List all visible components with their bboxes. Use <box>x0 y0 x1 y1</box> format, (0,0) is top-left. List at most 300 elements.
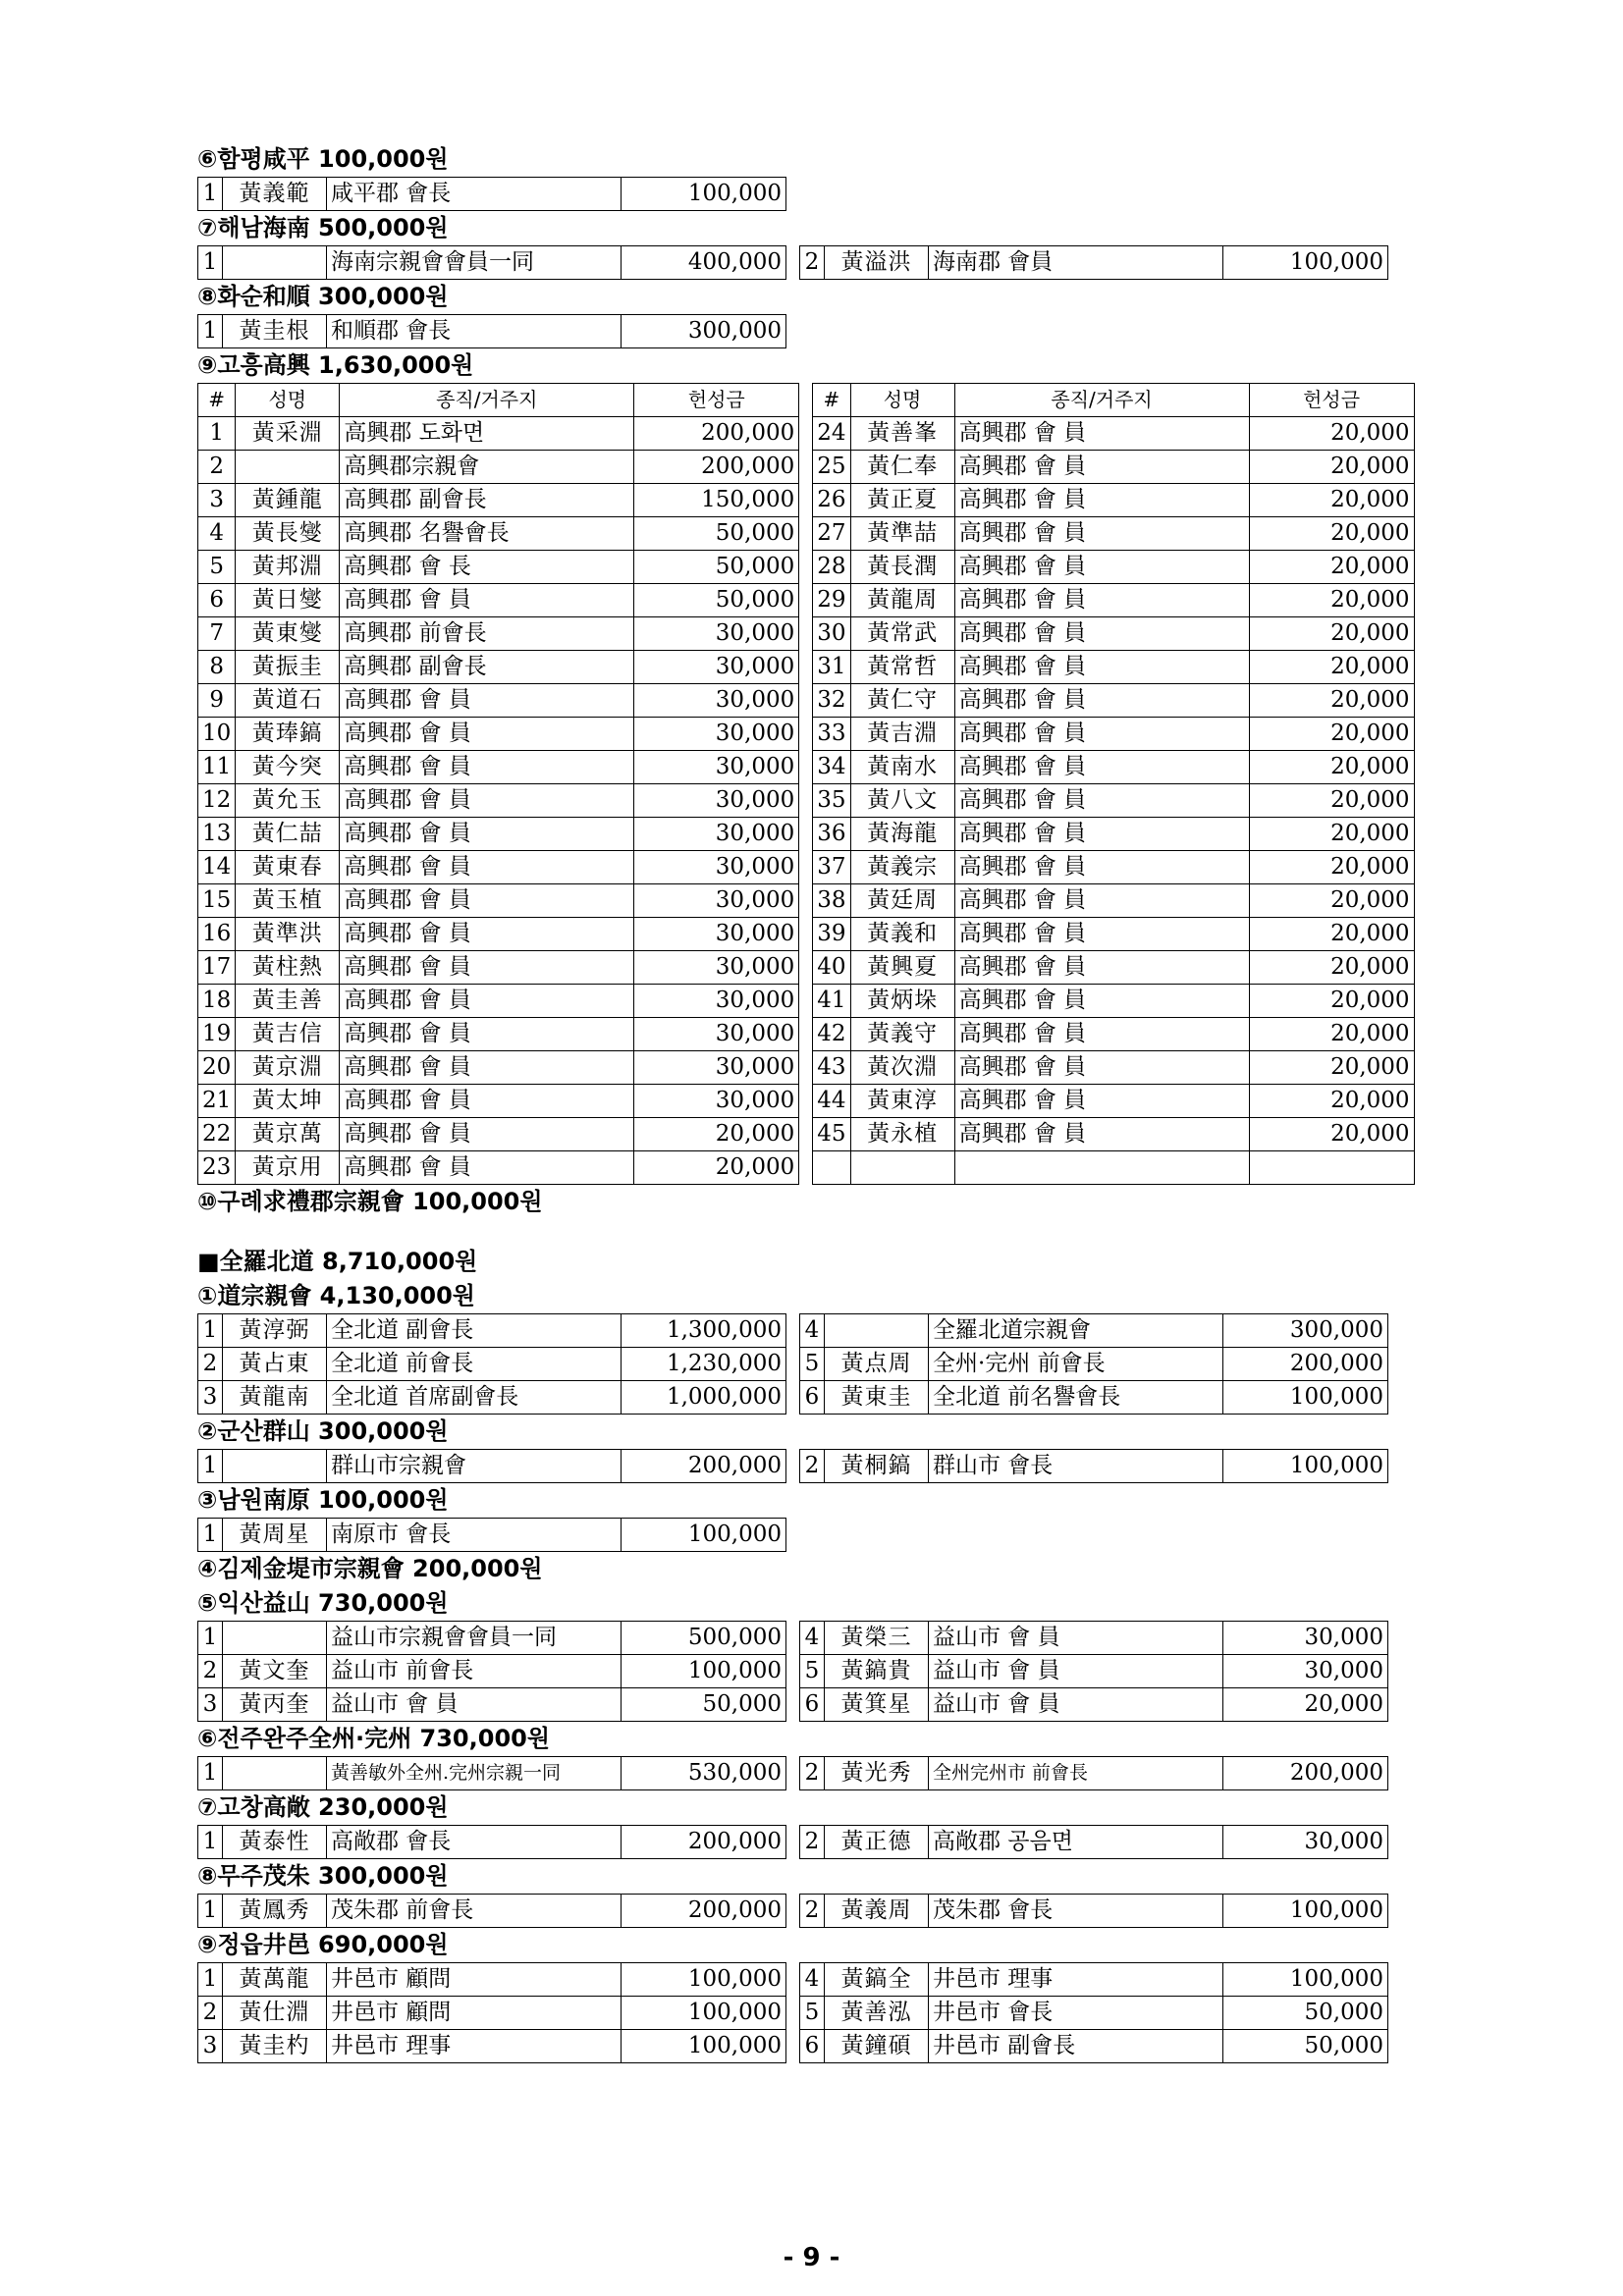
entry-number: 2 <box>198 1655 223 1688</box>
donor-position: 高興郡 會 員 <box>340 1051 634 1085</box>
donor-position: 高興郡 會 員 <box>340 718 634 751</box>
entry-number: 10 <box>198 718 236 751</box>
donation-amount: 30,000 <box>634 651 799 684</box>
table-row <box>198 751 1415 784</box>
entry-number: 2 <box>800 246 825 280</box>
donation-amount: 100,000 <box>1223 1895 1388 1928</box>
table-row <box>198 1118 1415 1151</box>
donation-amount: 20,000 <box>1249 784 1414 818</box>
entry-number: 38 <box>813 884 850 918</box>
donor-position: 高興郡 會 員 <box>340 1018 634 1051</box>
donor-name: 黃鍾龍 <box>236 484 340 517</box>
table-row <box>198 484 1415 517</box>
donor-name <box>236 451 340 484</box>
donation-amount: 30,000 <box>634 1018 799 1051</box>
donor-position: 益山市 會 員 <box>929 1688 1223 1722</box>
table-header-row <box>198 384 1415 417</box>
donor-position: 海南宗親會會員一同 <box>327 246 622 280</box>
entry-number: 1 <box>198 1622 223 1655</box>
donation-amount: 20,000 <box>1249 517 1414 551</box>
entry-number: 1 <box>198 417 236 451</box>
donor-name <box>223 246 327 280</box>
entry-number: 18 <box>198 985 236 1018</box>
column-separator <box>799 1085 813 1118</box>
donor-position: 群山市宗親會 <box>327 1450 622 1483</box>
column-separator <box>799 1118 813 1151</box>
entry-number: 1 <box>198 1963 223 1997</box>
column-separator <box>799 718 813 751</box>
donor-name: 黃仕淵 <box>223 1997 327 2030</box>
donation-amount: 20,000 <box>1249 551 1414 584</box>
donor-name: 黃淳弼 <box>223 1314 327 1348</box>
donor-position: 高興郡 會 員 <box>954 684 1249 718</box>
table-row <box>198 517 1415 551</box>
column-separator <box>799 851 813 884</box>
entry-number: 3 <box>198 1688 223 1722</box>
entry-number: 19 <box>198 1018 236 1051</box>
table-row <box>198 985 1415 1018</box>
donor-position: 高興郡 會 員 <box>340 1085 634 1118</box>
donor-position: 群山市 會長 <box>929 1450 1223 1483</box>
table-row <box>198 718 1415 751</box>
column-separator <box>799 784 813 818</box>
section-heading: ①道宗親會 4,130,000원 <box>197 1282 475 1309</box>
entry-number: 2 <box>800 1450 825 1483</box>
entry-number: 1 <box>198 315 223 348</box>
table-row <box>198 451 1415 484</box>
donor-position: 全北道 首席副會長 <box>327 1381 622 1415</box>
donation-amount: 100,000 <box>622 1519 786 1552</box>
entry-number: 4 <box>198 517 236 551</box>
table-row <box>198 315 786 348</box>
donor-position: 黃善敏外全州.完州宗親一同 <box>327 1757 622 1790</box>
donor-position: 井邑市 副會長 <box>929 2030 1223 2063</box>
entry-number: 6 <box>800 1688 825 1722</box>
column-separator <box>799 1151 813 1185</box>
table-row <box>198 1348 1388 1381</box>
donation-amount: 30,000 <box>634 884 799 918</box>
donation-amount: 100,000 <box>1223 1450 1388 1483</box>
donor-name: 黃龍周 <box>850 584 954 617</box>
donor-position: 咸平郡 會長 <box>327 178 622 211</box>
donation-amount: 30,000 <box>634 1051 799 1085</box>
donor-name: 黃振圭 <box>236 651 340 684</box>
donation-amount: 30,000 <box>634 784 799 818</box>
entry-number: 17 <box>198 951 236 985</box>
donor-name <box>223 1757 327 1790</box>
entry-number: 26 <box>813 484 850 517</box>
table-row <box>198 417 1415 451</box>
donation-amount: 20,000 <box>1249 1118 1414 1151</box>
donor-position: 茂朱郡 會長 <box>929 1895 1223 1928</box>
donation-amount: 20,000 <box>1249 684 1414 718</box>
donation-table <box>197 245 1388 280</box>
donor-name: 黃準洪 <box>236 918 340 951</box>
donor-name: 黃周星 <box>223 1519 327 1552</box>
entry-number: 1 <box>198 246 223 280</box>
donation-amount: 20,000 <box>1249 851 1414 884</box>
donation-amount: 300,000 <box>622 315 786 348</box>
table-row <box>198 784 1415 818</box>
entry-number: 5 <box>800 1655 825 1688</box>
donation-amount: 30,000 <box>634 617 799 651</box>
donation-table <box>197 1756 1388 1790</box>
donor-position: 高興郡 會 員 <box>954 1018 1249 1051</box>
entry-number: 6 <box>198 584 236 617</box>
donor-position: 高興郡 會 員 <box>954 818 1249 851</box>
donor-name: 黃東圭 <box>825 1381 929 1415</box>
entry-number: 2 <box>198 1348 223 1381</box>
table-row <box>198 1314 1388 1348</box>
donor-position: 종직/거주지 <box>954 384 1249 417</box>
table-row <box>198 1151 1415 1185</box>
table-row <box>198 1895 1388 1928</box>
donor-position: 全北道 副會長 <box>327 1314 622 1348</box>
entry-number: 8 <box>198 651 236 684</box>
entry-number: 16 <box>198 918 236 951</box>
donor-position: 高興郡 會 員 <box>954 985 1249 1018</box>
donor-position: 益山市 前會長 <box>327 1655 622 1688</box>
donation-amount: 30,000 <box>634 951 799 985</box>
donation-amount: 200,000 <box>634 451 799 484</box>
entry-number: 15 <box>198 884 236 918</box>
donor-position: 종직/거주지 <box>340 384 634 417</box>
donor-name: 黃仁喆 <box>236 818 340 851</box>
donation-amount: 헌성금 <box>1249 384 1414 417</box>
entry-number: 39 <box>813 918 850 951</box>
donation-amount: 20,000 <box>1249 1018 1414 1051</box>
table-row <box>198 851 1415 884</box>
donation-amount: 100,000 <box>1223 1963 1388 1997</box>
donor-name: 黃仁奉 <box>850 451 954 484</box>
donor-position: 高興郡 會 員 <box>954 851 1249 884</box>
donor-name: 黃廷周 <box>850 884 954 918</box>
column-separator <box>786 1757 800 1790</box>
entry-number: 36 <box>813 818 850 851</box>
donor-name <box>850 1151 954 1185</box>
column-separator <box>799 884 813 918</box>
donation-amount: 150,000 <box>634 484 799 517</box>
entry-number: 1 <box>198 1450 223 1483</box>
donor-name: 黃丙奎 <box>223 1688 327 1722</box>
entry-number: 2 <box>800 1757 825 1790</box>
donor-name: 黃海龍 <box>850 818 954 851</box>
donor-name: 黃八文 <box>850 784 954 818</box>
donor-name: 黃京用 <box>236 1151 340 1185</box>
donor-name: 黃玉植 <box>236 884 340 918</box>
column-separator <box>799 751 813 784</box>
column-separator <box>799 584 813 617</box>
donor-position: 高興郡 會 員 <box>340 684 634 718</box>
donor-position: 高興郡 會 員 <box>340 884 634 918</box>
donor-position <box>954 1151 1249 1185</box>
section-heading: ⑩구례求禮郡宗親會 100,000원 <box>197 1188 543 1215</box>
entry-number: 31 <box>813 651 850 684</box>
entry-number: 37 <box>813 851 850 884</box>
entry-number: 35 <box>813 784 850 818</box>
donor-position: 高興郡 會 員 <box>954 784 1249 818</box>
donor-name: 黃炳垛 <box>850 985 954 1018</box>
donor-name: 黃允玉 <box>236 784 340 818</box>
donation-amount: 200,000 <box>1223 1757 1388 1790</box>
table-row <box>198 951 1415 985</box>
entry-number: 1 <box>198 1314 223 1348</box>
donor-position: 高興郡 前會長 <box>340 617 634 651</box>
donor-position: 益山市 會 員 <box>929 1622 1223 1655</box>
entry-number: 32 <box>813 684 850 718</box>
donor-name: 黃日燮 <box>236 584 340 617</box>
section-heading: ⑨고흥高興 1,630,000원 <box>197 351 474 379</box>
entry-number: 21 <box>198 1085 236 1118</box>
table-row <box>198 246 1388 280</box>
donor-position: 高興郡 會 員 <box>954 451 1249 484</box>
donor-name: 黃鎬全 <box>825 1963 929 1997</box>
table-row <box>198 1826 1388 1859</box>
section-heading: ⑧화순和順 300,000원 <box>197 283 449 310</box>
donor-name: 黃東燮 <box>236 617 340 651</box>
donation-amount: 20,000 <box>1249 818 1414 851</box>
section-heading: ⑤익산益山 730,000원 <box>197 1589 449 1617</box>
donor-name: 黃圭杓 <box>223 2030 327 2063</box>
donor-name: 黃義和 <box>850 918 954 951</box>
donation-amount: 30,000 <box>1223 1622 1388 1655</box>
donation-amount: 30,000 <box>1223 1826 1388 1859</box>
entry-number: 4 <box>800 1963 825 1997</box>
donation-amount: 50,000 <box>634 551 799 584</box>
entry-number: 42 <box>813 1018 850 1051</box>
donor-position: 高興郡 會 員 <box>340 985 634 1018</box>
donor-position: 高興郡 會 員 <box>954 617 1249 651</box>
donor-name: 黃善峯 <box>850 417 954 451</box>
donation-amount: 500,000 <box>622 1622 786 1655</box>
page-number: - 9 - <box>783 2243 840 2272</box>
donor-position: 高興郡 副會長 <box>340 484 634 517</box>
entry-number <box>813 1151 850 1185</box>
donor-name <box>223 1450 327 1483</box>
donation-amount: 20,000 <box>1249 1051 1414 1085</box>
donor-position: 益山市 會 員 <box>327 1688 622 1722</box>
column-separator <box>786 1895 800 1928</box>
donor-name: 黃今突 <box>236 751 340 784</box>
donation-amount: 200,000 <box>622 1826 786 1859</box>
donation-amount: 20,000 <box>634 1118 799 1151</box>
donation-amount: 1,230,000 <box>622 1348 786 1381</box>
donation-amount: 50,000 <box>634 517 799 551</box>
donor-position: 益山市 會 員 <box>929 1655 1223 1688</box>
column-separator <box>799 985 813 1018</box>
donation-amount: 1,000,000 <box>622 1381 786 1415</box>
entry-number: 13 <box>198 818 236 851</box>
donation-amount: 20,000 <box>1249 985 1414 1018</box>
table-row <box>198 1655 1388 1688</box>
entry-number: 5 <box>800 1997 825 2030</box>
donor-position: 高興郡 會 員 <box>340 1118 634 1151</box>
section-heading: ■全羅北道 8,710,000원 <box>197 1248 478 1275</box>
donor-name: 黃泰性 <box>223 1826 327 1859</box>
column-separator <box>786 1348 800 1381</box>
donor-position: 高興郡 會 員 <box>954 551 1249 584</box>
entry-number: 33 <box>813 718 850 751</box>
donor-name: 黃溢洪 <box>825 246 929 280</box>
donation-amount: 100,000 <box>1223 246 1388 280</box>
section-heading: ③남원南原 100,000원 <box>197 1486 449 1514</box>
donor-position: 高興郡 會 員 <box>340 584 634 617</box>
table-row <box>198 1085 1415 1118</box>
donor-position: 高興郡 會 員 <box>954 1085 1249 1118</box>
donor-position: 全北道 前名譽會長 <box>929 1381 1223 1415</box>
donation-amount <box>1249 1151 1414 1185</box>
donor-name: 黃京萬 <box>236 1118 340 1151</box>
donation-amount: 300,000 <box>1223 1314 1388 1348</box>
entry-number: 28 <box>813 551 850 584</box>
donation-amount: 50,000 <box>1223 2030 1388 2063</box>
donation-amount: 530,000 <box>622 1757 786 1790</box>
donor-position: 井邑市 會長 <box>929 1997 1223 2030</box>
donation-amount: 20,000 <box>1249 617 1414 651</box>
section-heading: ⑨정읍井邑 690,000원 <box>197 1931 449 1958</box>
column-separator <box>799 417 813 451</box>
donor-name: 黃仁守 <box>850 684 954 718</box>
donor-name: 黃点周 <box>825 1348 929 1381</box>
donation-table <box>197 383 1415 1185</box>
donation-table <box>197 1825 1388 1859</box>
donor-name: 黃箕星 <box>825 1688 929 1722</box>
donation-amount: 30,000 <box>634 918 799 951</box>
table-row <box>198 584 1415 617</box>
donor-name <box>825 1314 929 1348</box>
table-row <box>198 1688 1388 1722</box>
column-separator <box>786 1655 800 1688</box>
donor-name: 黃常哲 <box>850 651 954 684</box>
donor-position: 高興郡 名譽會長 <box>340 517 634 551</box>
table-row <box>198 2030 1388 2063</box>
donor-position: 高興郡 會 員 <box>954 484 1249 517</box>
column-separator <box>786 1314 800 1348</box>
donor-name: 黃吉淵 <box>850 718 954 751</box>
donation-amount: 50,000 <box>1223 1997 1388 2030</box>
entry-number: 43 <box>813 1051 850 1085</box>
donor-position: 高敞郡 공음면 <box>929 1826 1223 1859</box>
table-row <box>198 918 1415 951</box>
donor-position: 高興郡 會 員 <box>954 751 1249 784</box>
column-separator <box>786 1826 800 1859</box>
donor-name: 黃琫鎬 <box>236 718 340 751</box>
donor-name: 黃義範 <box>223 178 327 211</box>
entry-number: 20 <box>198 1051 236 1085</box>
donation-table <box>197 1518 786 1552</box>
donor-name: 黃東春 <box>236 851 340 884</box>
donor-name: 黃京淵 <box>236 1051 340 1085</box>
donor-position: 益山市宗親會會員一同 <box>327 1622 622 1655</box>
donor-position: 高興郡 會 員 <box>954 584 1249 617</box>
column-separator <box>799 1018 813 1051</box>
donor-name: 黃南水 <box>850 751 954 784</box>
donor-name: 黃義周 <box>825 1895 929 1928</box>
donor-name: 黃占東 <box>223 1348 327 1381</box>
donation-amount: 20,000 <box>634 1151 799 1185</box>
entry-number: 29 <box>813 584 850 617</box>
section-heading: ⑦고창高敞 230,000원 <box>197 1793 449 1821</box>
donation-amount: 30,000 <box>1223 1655 1388 1688</box>
donation-amount: 20,000 <box>1249 751 1414 784</box>
donor-position: 高興郡 會 員 <box>340 851 634 884</box>
entry-number: 5 <box>198 551 236 584</box>
donation-amount: 30,000 <box>634 818 799 851</box>
donation-amount: 100,000 <box>1223 1381 1388 1415</box>
table-row <box>198 651 1415 684</box>
donor-position: 高興郡 도화면 <box>340 417 634 451</box>
entry-number: 45 <box>813 1118 850 1151</box>
column-separator <box>799 684 813 718</box>
donor-position: 高興郡 會 員 <box>340 1151 634 1185</box>
entry-number: 1 <box>198 1519 223 1552</box>
entry-number: 5 <box>800 1348 825 1381</box>
donor-position: 高興郡 會 員 <box>954 517 1249 551</box>
table-row <box>198 1051 1415 1085</box>
donor-position: 高興郡 會 員 <box>340 784 634 818</box>
donor-name: 黃吉信 <box>236 1018 340 1051</box>
donor-name: 黃準喆 <box>850 517 954 551</box>
donation-amount: 100,000 <box>622 2030 786 2063</box>
donation-amount: 20,000 <box>1249 451 1414 484</box>
donor-name: 黃文奎 <box>223 1655 327 1688</box>
donation-amount: 200,000 <box>1223 1348 1388 1381</box>
column-separator <box>786 1997 800 2030</box>
donor-position: 高興郡 會 員 <box>954 1051 1249 1085</box>
donation-table <box>197 177 786 211</box>
donation-table <box>197 1313 1388 1415</box>
donor-name: 黃圭根 <box>223 315 327 348</box>
entry-number: 1 <box>198 178 223 211</box>
donor-name: 黃長燮 <box>236 517 340 551</box>
table-row <box>198 551 1415 584</box>
table-row <box>198 818 1415 851</box>
table-row <box>198 1381 1388 1415</box>
donor-position: 高興郡 會 員 <box>954 718 1249 751</box>
table-row <box>198 1622 1388 1655</box>
donor-position: 和順郡 會長 <box>327 315 622 348</box>
entry-number: # <box>198 384 236 417</box>
table-row <box>198 1997 1388 2030</box>
donor-name: 黃鐘碩 <box>825 2030 929 2063</box>
column-separator <box>786 1622 800 1655</box>
entry-number: 27 <box>813 517 850 551</box>
donor-name: 黃龍南 <box>223 1381 327 1415</box>
donation-table <box>197 1621 1388 1722</box>
donor-name: 黃興夏 <box>850 951 954 985</box>
donation-amount: 30,000 <box>634 718 799 751</box>
donor-name: 黃鎬貴 <box>825 1655 929 1688</box>
donor-position: 高興郡 會 員 <box>954 1118 1249 1151</box>
donation-amount: 30,000 <box>634 985 799 1018</box>
donation-amount: 20,000 <box>1249 918 1414 951</box>
donor-position: 高興郡 會 員 <box>340 818 634 851</box>
document-body <box>197 142 1474 2063</box>
donation-amount: 50,000 <box>634 584 799 617</box>
table-row <box>198 178 786 211</box>
column-separator <box>799 484 813 517</box>
entry-number: 9 <box>198 684 236 718</box>
table-row <box>198 1018 1415 1051</box>
donation-amount: 30,000 <box>634 1085 799 1118</box>
column-separator <box>799 651 813 684</box>
donor-position: 高興郡 副會長 <box>340 651 634 684</box>
donor-position: 全北道 前會長 <box>327 1348 622 1381</box>
entry-number: 25 <box>813 451 850 484</box>
donor-name: 黃圭善 <box>236 985 340 1018</box>
donation-amount: 200,000 <box>622 1895 786 1928</box>
section-heading: ④김제金堤市宗親會 200,000원 <box>197 1555 543 1582</box>
